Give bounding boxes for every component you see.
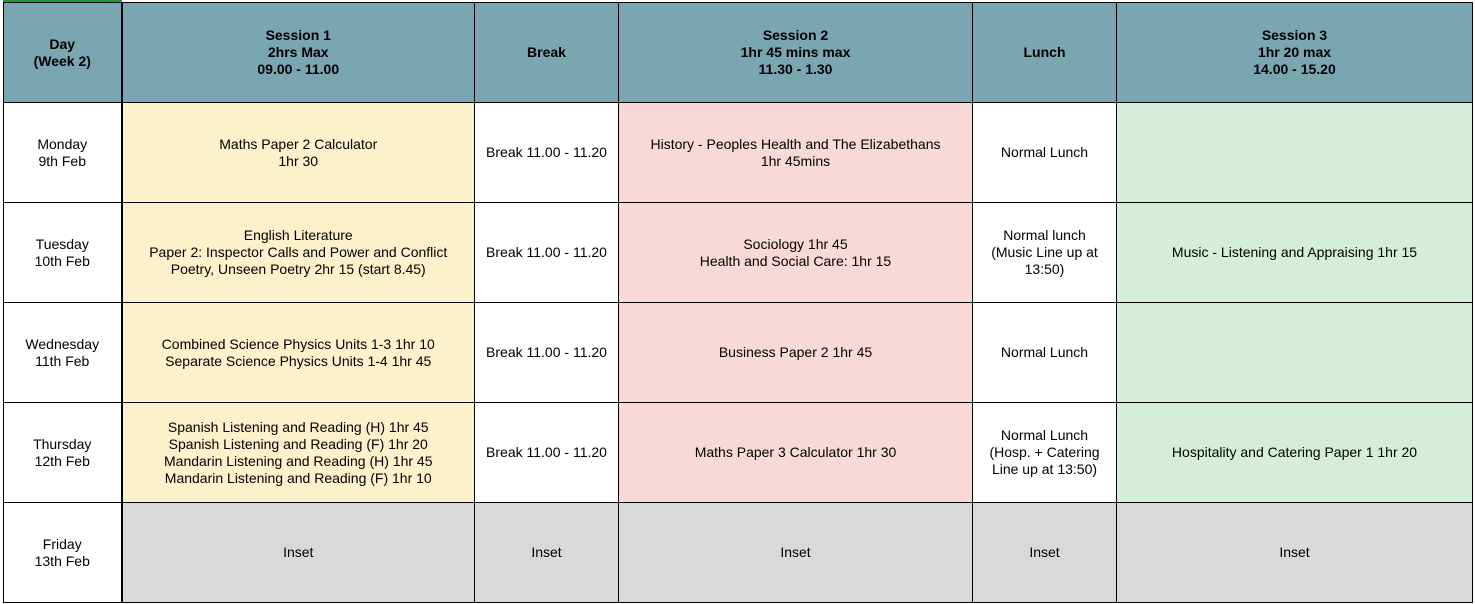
cell-session2[interactable]: Business Paper 2 1hr 45 xyxy=(619,303,973,403)
header-break[interactable]: Break xyxy=(475,3,619,103)
cell-session1[interactable]: Spanish Listening and Reading (H) 1hr 45 Spanish Listening and Reading (F) 1hr 20 Mandarin Listening and Reading (H) 1hr 45 Mandarin Listening and Reading (F) 1hr 10 xyxy=(122,403,475,503)
header-row xyxy=(4,3,1473,103)
cell-break[interactable]: Break 11.00 - 11.20 xyxy=(475,303,619,403)
header-lunch[interactable]: Lunch xyxy=(973,3,1117,103)
header-session3[interactable]: Session 3 1hr 20 max 14.00 - 15.20 xyxy=(1117,3,1473,103)
cell-lunch[interactable]: Normal lunch (Music Line up at 13:50) xyxy=(973,203,1117,303)
table-row xyxy=(4,503,1473,603)
cell-lunch[interactable]: Normal Lunch (Hosp. + Catering Line up at 13:50) xyxy=(973,403,1117,503)
cell-session1[interactable]: Maths Paper 2 Calculator 1hr 30 xyxy=(122,103,475,203)
header-session1[interactable]: Session 1 2hrs Max 09.00 - 11.00 xyxy=(122,3,475,103)
table-row xyxy=(4,403,1473,503)
cell-session3[interactable] xyxy=(1117,303,1473,403)
cell-lunch[interactable]: Normal Lunch xyxy=(973,103,1117,203)
cell-session2[interactable]: Inset xyxy=(619,503,973,603)
table-row xyxy=(4,103,1473,203)
cell-lunch[interactable]: Inset xyxy=(973,503,1117,603)
cell-break[interactable]: Break 11.00 - 11.20 xyxy=(475,103,619,203)
cell-session1[interactable]: Inset xyxy=(122,503,475,603)
cell-break[interactable]: Break 11.00 - 11.20 xyxy=(475,403,619,503)
cell-session1[interactable]: Combined Science Physics Units 1-3 1hr 10 Separate Science Physics Units 1-4 1hr 45 xyxy=(122,303,475,403)
cell-day[interactable]: Wednesday 11th Feb xyxy=(4,303,122,403)
cell-session2[interactable]: Sociology 1hr 45 Health and Social Care: 1hr 15 xyxy=(619,203,973,303)
table-row xyxy=(4,203,1473,303)
cell-session2[interactable]: Maths Paper 3 Calculator 1hr 30 xyxy=(619,403,973,503)
header-day[interactable]: Day (Week 2) xyxy=(4,3,122,103)
cell-day[interactable]: Tuesday 10th Feb xyxy=(4,203,122,303)
cell-break[interactable]: Break 11.00 - 11.20 xyxy=(475,203,619,303)
cell-session3[interactable]: Music - Listening and Appraising 1hr 15 xyxy=(1117,203,1473,303)
cell-session2[interactable]: History - Peoples Health and The Elizabethans 1hr 45mins xyxy=(619,103,973,203)
cell-session1[interactable]: English Literature Paper 2: Inspector Calls and Power and Conflict Poetry, Unseen Poetry 2hr 15 (start 8.45) xyxy=(122,203,475,303)
cell-session3[interactable]: Inset xyxy=(1117,503,1473,603)
header-session2[interactable]: Session 2 1hr 45 mins max 11.30 - 1.30 xyxy=(619,3,973,103)
cell-day[interactable]: Friday 13th Feb xyxy=(4,503,122,603)
cell-break[interactable]: Inset xyxy=(475,503,619,603)
cell-day[interactable]: Monday 9th Feb xyxy=(4,103,122,203)
exam-timetable xyxy=(3,2,1473,603)
cell-lunch[interactable]: Normal Lunch xyxy=(973,303,1117,403)
cell-session3[interactable]: Hospitality and Catering Paper 1 1hr 20 xyxy=(1117,403,1473,503)
table-row xyxy=(4,303,1473,403)
cell-session3[interactable] xyxy=(1117,103,1473,203)
cell-day[interactable]: Thursday 12th Feb xyxy=(4,403,122,503)
